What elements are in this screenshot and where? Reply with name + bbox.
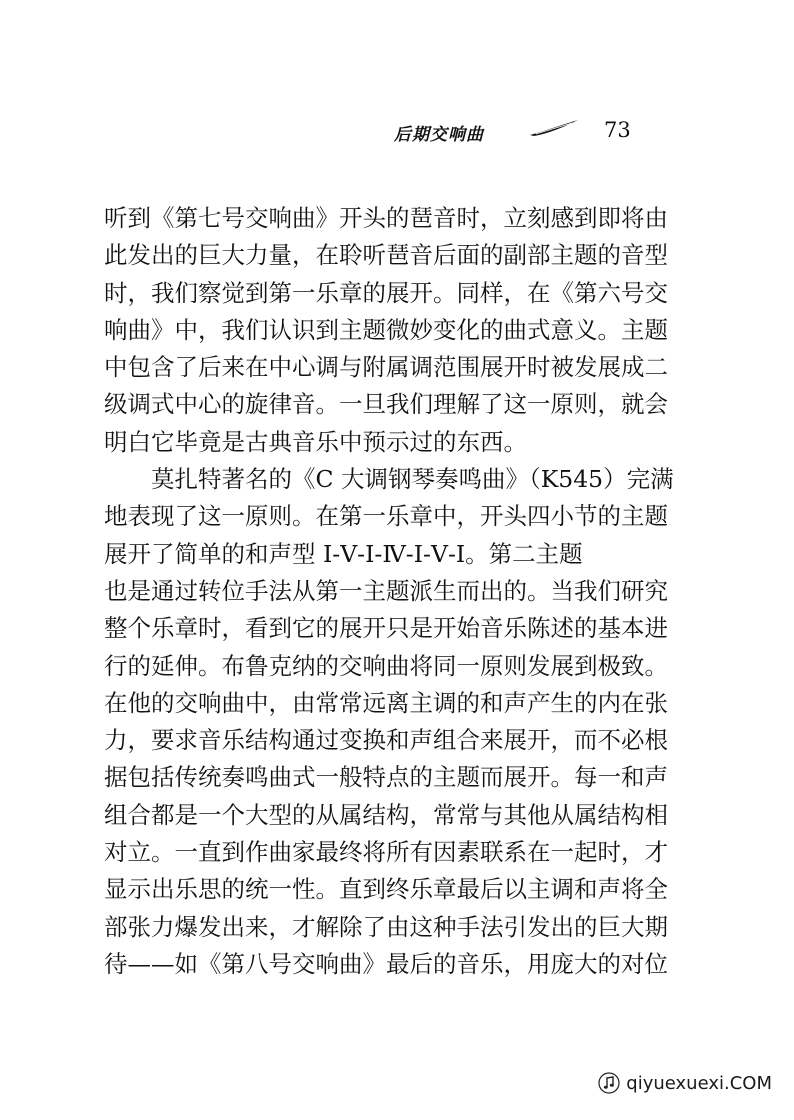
text-line: 显示出乐思的统一性。直到终乐章最后以主调和声将全 xyxy=(104,875,668,904)
text-line: 在他的交响曲中，由常常远离主调的和声产生的内在张 xyxy=(104,688,668,717)
text-line: 也是通过转位手法从第一主题派生而出的。当我们研究 xyxy=(104,576,668,605)
text-line: 对立。一直到作曲家最终将所有因素联系在一起时，才 xyxy=(104,838,668,867)
feather-ornament-icon xyxy=(528,118,580,138)
page-number: 73 xyxy=(604,118,631,142)
text-line: 待——如《第八号交响曲》最后的音乐，用庞大的对位 xyxy=(104,949,668,978)
text-line: 明白它毕竟是古典音乐中预示过的东西。 xyxy=(104,427,527,456)
text-line: 响曲》中，我们认识到主题微妙变化的曲式意义。主题 xyxy=(104,315,668,344)
music-note-icon xyxy=(598,1072,620,1094)
text-line: 此发出的巨大力量，在聆听琶音后面的副部主题的音型 xyxy=(104,241,668,270)
text-line: 听到《第七号交响曲》开头的琶音时，立刻感到即将由 xyxy=(104,204,668,232)
text-line: 时，我们察觉到第一乐章的展开。同样，在《第六号交 xyxy=(104,278,668,307)
text-line: 整个乐章时，看到它的展开只是开始音乐陈述的基本进 xyxy=(104,614,668,643)
watermark xyxy=(598,1072,772,1094)
header-title: 后期交响曲 xyxy=(394,125,484,145)
text-line: 地表现了这一原则。在第一乐章中，开头四小节的主题 xyxy=(104,502,668,531)
text-line: 行的延伸。布鲁克纳的交响曲将同一原则发展到极致。 xyxy=(104,651,668,680)
text-line: 部张力爆发出来，才解除了由这种手法引发出的巨大期 xyxy=(104,912,668,941)
running-header xyxy=(390,112,650,144)
text-line: 莫扎特著名的《C 大调钢琴奏鸣曲》（K545）完满 xyxy=(104,465,674,494)
watermark-text: qiyuexuexi.COM xyxy=(626,1072,772,1094)
text-line: 中包含了后来在中心调与附属调范围展开时被发展成二 xyxy=(104,353,668,382)
text-line: 组合都是一个大型的从属结构，常常与其他从属结构相 xyxy=(104,800,668,829)
body-text xyxy=(104,200,676,983)
text-line: 级调式中心的旋律音。一旦我们理解了这一原则，就会 xyxy=(104,390,668,419)
text-line: 力，要求音乐结构通过变换和声组合来展开，而不必根 xyxy=(104,726,668,755)
text-line: 据包括传统奏鸣曲式一般特点的主题而展开。每一和声 xyxy=(104,763,668,792)
text-line: 展开了简单的和声型 Ⅰ-Ⅴ-Ⅰ-Ⅳ-Ⅰ-Ⅴ-Ⅰ。第二主题 xyxy=(104,539,583,568)
